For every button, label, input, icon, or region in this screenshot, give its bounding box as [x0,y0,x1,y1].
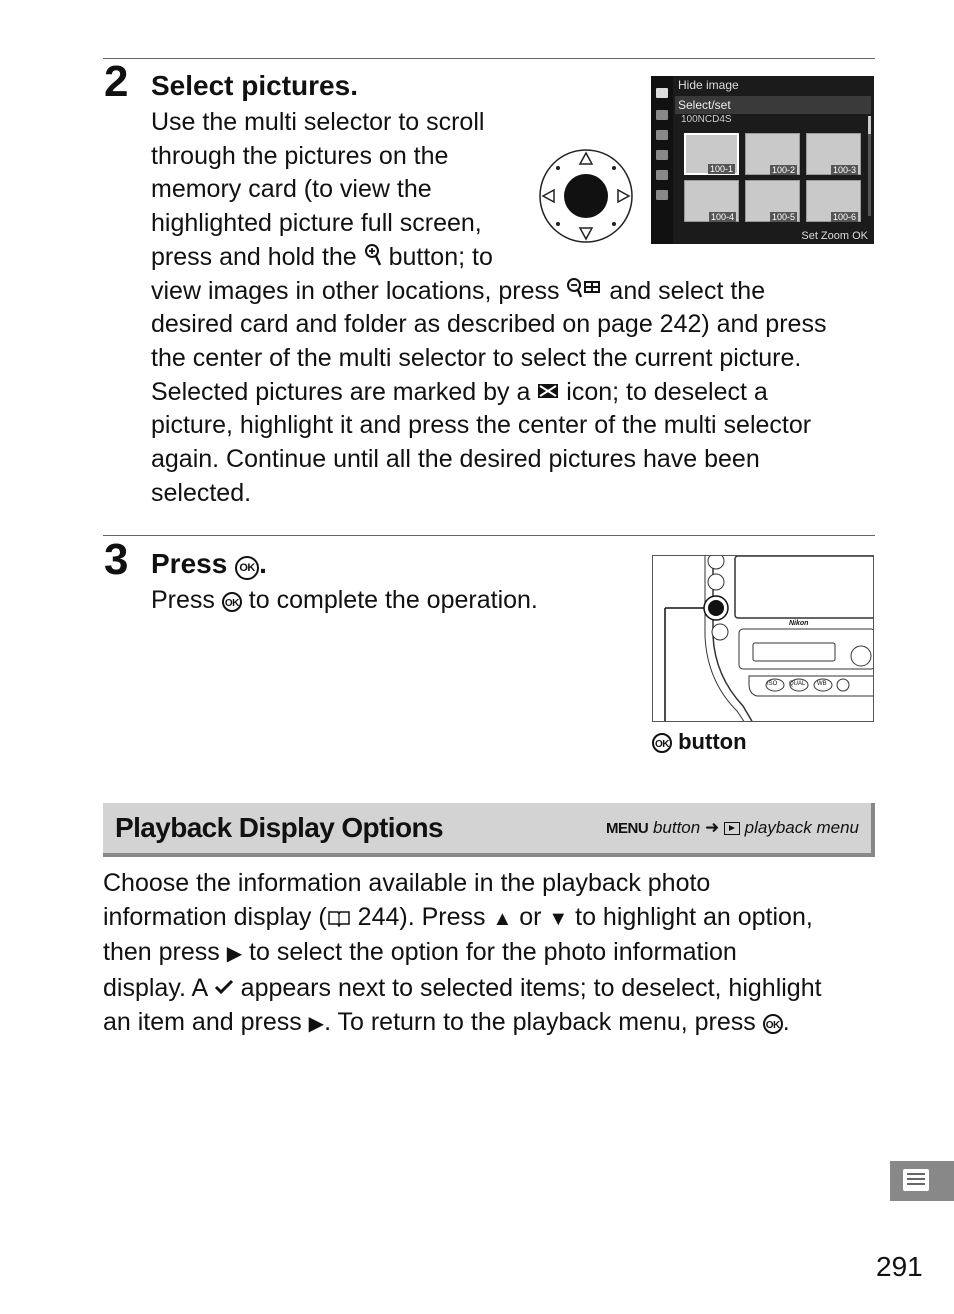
check-icon [214,974,234,1002]
zoom-out-thumbnail-icon [566,277,602,305]
menu-list-icon [903,1169,929,1191]
step-2-line: memory card (to view the [151,175,432,204]
playback-menu-icon [656,88,668,98]
step-2-line: selected. [151,478,252,507]
multi-selector-icon [538,148,634,244]
screen-folder: 100NCD4S [681,114,732,125]
right-arrow-icon: ▶ [308,1012,325,1035]
mid-rule [103,535,875,536]
thumbnail: 100-6 [806,180,861,222]
hidden-mark-icon [537,378,559,406]
up-arrow-icon: ▲ [492,907,513,930]
menu-button-label: MENU [606,820,649,837]
step-2-line: Use the multi selector to scroll [151,108,485,136]
step-2-line: picture, highlight it and press the center of the multi selector [151,411,812,440]
section-title: Playback Display Options [115,812,443,843]
step-2-line: highlighted picture full screen, [151,209,482,238]
thumbnail: 100-3 [806,133,861,175]
camera-brand: Nikon [789,620,809,627]
step-2-line: Selected pictures are marked by a icon; to deselect a [151,377,768,406]
screen-subtitle: Select/set [675,96,871,114]
step-2-line: view images in other locations, press and select the [151,276,766,305]
menu-guide-tab [890,1161,954,1201]
menu-path: MENU button ➜ playback menu [606,818,859,837]
zoom-in-icon [364,243,382,271]
step-3-number: 3 [104,535,129,584]
ok-button-icon: OK [652,733,672,753]
step-3-body: Press OK to complete the operation. [151,586,538,614]
thumbnail: 100-2 [745,133,800,175]
step-2-line: again. Continue until all the desired pictures have been [151,445,760,474]
book-icon [327,903,351,931]
shooting-menu-icon [656,110,668,120]
wb-button-label: WB [817,681,827,687]
page-number: 291 [876,1251,923,1282]
menu-sidebar [651,76,673,244]
top-rule [103,58,875,59]
my-menu-icon [656,190,668,200]
thumbnail: 100-5 [745,180,800,222]
setup-menu-icon [656,150,668,160]
playback-menu-icon [724,822,740,835]
camera-back-illustration [652,555,874,722]
section-paragraph: Choose the information available in the playback photo information display ( 244). Press ▲ or ▼ to highlight an option, then press ▶ to select the option for the photo information display. A appears next to selected items; to deselect, highlight an item and press ▶. To return to the playback menu, press OK . [103,869,822,1036]
ok-button-icon: OK [763,1014,783,1034]
step-2-line: desired card and folder as described on page 242) and press [151,310,827,339]
arrow-right-icon: ➜ [704,818,720,837]
thumbnail: 100-4 [684,180,739,222]
ok-button-icon: OK [235,556,259,580]
right-arrow-icon: ▶ [226,943,243,966]
screen-footer: Set Zoom OK [801,230,868,242]
screen-title: Hide image [678,78,739,92]
iso-button-label: ISO [767,681,778,687]
screen-scrollbar [868,116,871,216]
ok-button-icon: OK [222,592,242,612]
thumbnail: 100-1 [684,133,739,175]
section-header [103,803,875,857]
custom-settings-icon [656,130,668,140]
step-2-line: press and hold the button; to [151,242,493,271]
hide-image-screen [651,76,874,244]
down-arrow-icon: ▼ [548,907,569,930]
step-2-number: 2 [104,57,129,106]
qual-button-label: QUAL [789,681,806,687]
step-3-heading: Press OK . [151,548,267,579]
ok-button-caption: OK button [652,727,747,757]
retouch-menu-icon [656,170,668,180]
step-2-line: through the pictures on the [151,141,449,170]
step-2-line: the center of the multi selector to select the current picture. [151,343,802,372]
step-2-heading: Select pictures. [151,70,358,101]
